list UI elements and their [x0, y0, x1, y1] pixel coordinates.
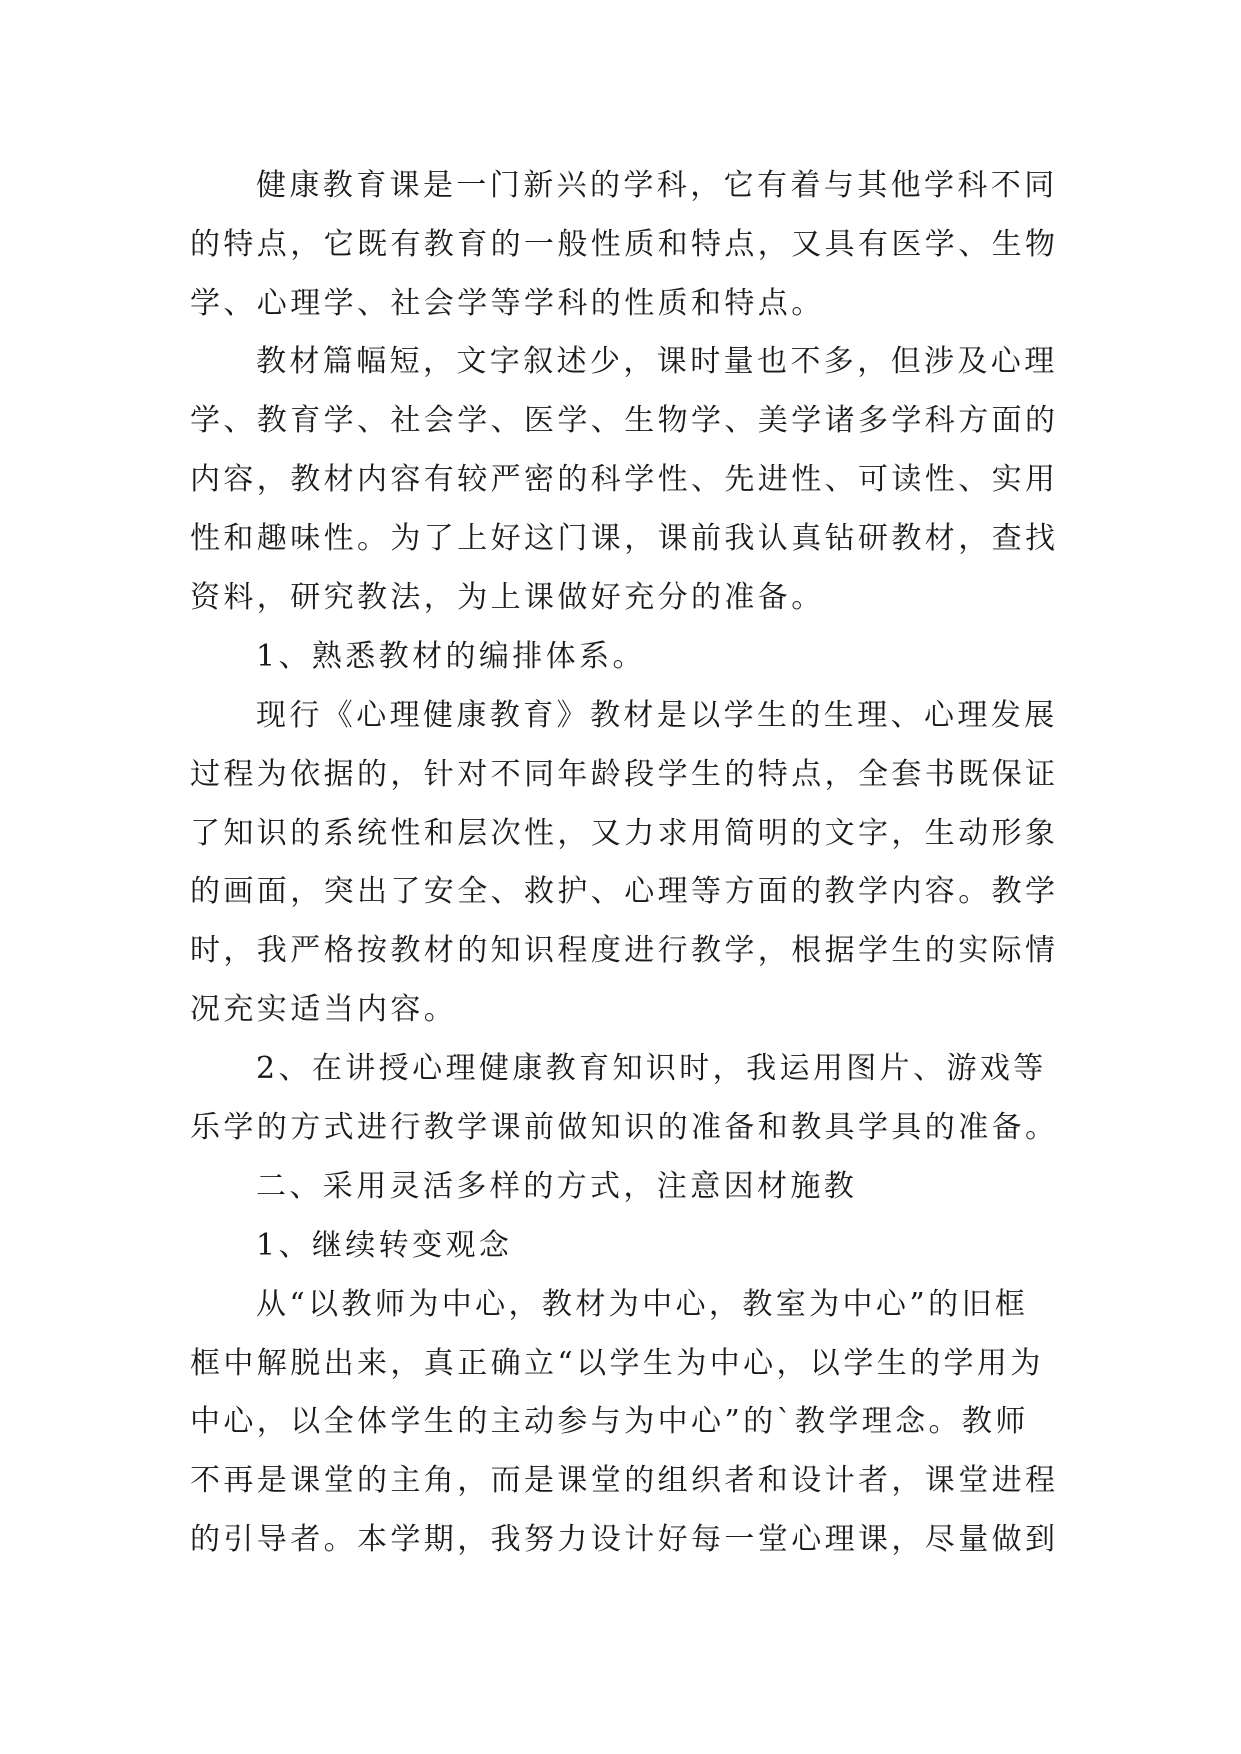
paragraph-line: 乐学的方式进行教学课前做知识的准备和教具学具的准备。	[190, 1110, 1059, 1145]
paragraph-line: 的引导者。本学期，我努力设计好每一堂心理课，尽量做到	[190, 1522, 1059, 1557]
paragraph-line: 教材篇幅短，文字叙述少，课时量也不多，但涉及心理	[256, 344, 1058, 379]
paragraph-line: 不再是课堂的主角，而是课堂的组织者和设计者，课堂进程	[190, 1463, 1059, 1498]
paragraph-line: 性和趣味性。为了上好这门课，课前我认真钻研教材，查找	[190, 521, 1059, 556]
paragraph-line: 过程为依据的，针对不同年龄段学生的特点，全套书既保证	[190, 757, 1059, 792]
paragraph-line: 2、在讲授心理健康教育知识时，我运用图片、游戏等	[256, 1051, 1047, 1086]
paragraph-line: 的特点，它既有教育的一般性质和特点，又具有医学、生物	[190, 227, 1059, 262]
paragraph-line: 资料，研究教法，为上课做好充分的准备。	[190, 580, 825, 615]
paragraph-line: 学、教育学、社会学、医学、生物学、美学诸多学科方面的	[190, 403, 1059, 438]
paragraph-line: 健康教育课是一门新兴的学科，它有着与其他学科不同	[256, 168, 1058, 203]
paragraph-line: 内容，教材内容有较严密的科学性、先进性、可读性、实用	[190, 462, 1059, 497]
paragraph-line: 时，我严格按教材的知识程度进行教学，根据学生的实际情	[190, 933, 1059, 968]
paragraph-line: 框中解脱出来，真正确立“以学生为中心，以学生的学用为	[190, 1346, 1044, 1381]
paragraph-line: 的画面，突出了安全、救护、心理等方面的教学内容。教学	[190, 874, 1059, 909]
paragraph-line: 从“以教师为中心，教材为中心，教室为中心”的旧框	[256, 1287, 1029, 1322]
section-heading: 1、熟悉教材的编排体系。	[256, 639, 646, 674]
paragraph-line: 况充实适当内容。	[190, 992, 458, 1027]
paragraph-line: 中心，以全体学生的主动参与为中心”的`教学理念。教师	[190, 1404, 1029, 1439]
section-heading: 1、继续转变观念	[256, 1228, 513, 1263]
paragraph-line: 了知识的系统性和层次性，又力求用简明的文字，生动形象	[190, 816, 1059, 851]
section-heading: 二、采用灵活多样的方式，注意因材施教	[256, 1169, 858, 1204]
paragraph-line: 现行《心理健康教育》教材是以学生的生理、心理发展	[256, 698, 1058, 733]
paragraph-line: 学、心理学、社会学等学科的性质和特点。	[190, 286, 825, 321]
